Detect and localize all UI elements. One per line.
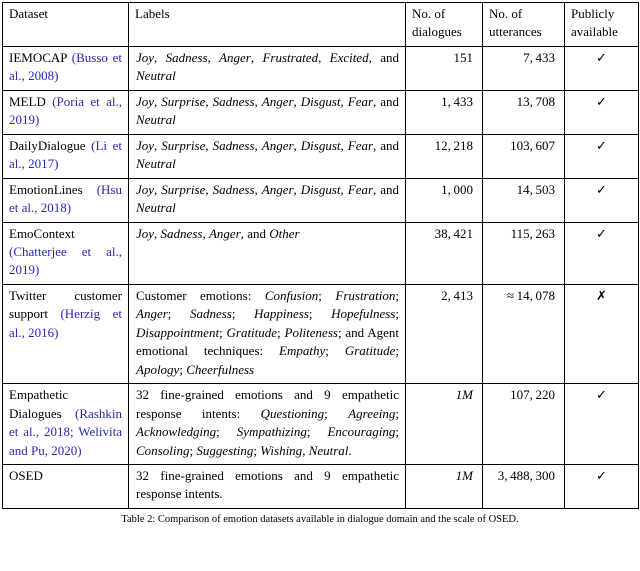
emotion-label: Surprise xyxy=(161,93,206,109)
labels-text: , xyxy=(254,181,262,197)
labels-cell xyxy=(129,464,406,508)
dataset-name: OSED xyxy=(9,467,43,483)
datasets-table xyxy=(2,2,639,509)
availability-cell xyxy=(565,46,639,90)
col-header-labels xyxy=(129,3,406,47)
table-row xyxy=(3,384,639,465)
labels-text: , xyxy=(254,93,262,109)
emotion-label: Sadness xyxy=(212,181,255,197)
emotion-label: Fear xyxy=(347,181,374,197)
emotion-label: Disappointment xyxy=(136,324,220,340)
emotion-label: Disgust xyxy=(300,93,341,109)
labels-text: , xyxy=(205,181,213,197)
labels-text: , xyxy=(340,137,348,153)
citation-link[interactable]: (Busso et al., 2008) xyxy=(9,49,122,84)
labels-text: , xyxy=(293,93,301,109)
emotion-label: Joy xyxy=(136,93,155,109)
dataset-cell xyxy=(3,222,129,284)
labels-text: ; xyxy=(395,343,399,359)
cross-icon: ✗ xyxy=(596,287,607,303)
table-row xyxy=(3,46,639,90)
availability-cell xyxy=(565,178,639,222)
availability-cell xyxy=(565,384,639,465)
emotion-label: Wishing xyxy=(260,442,303,458)
utterances-count: 14, 503 xyxy=(483,178,565,222)
utterances-count: 3, 488, 300 xyxy=(483,464,565,508)
check-icon: ✓ xyxy=(596,181,607,197)
dialogues-count: 38, 421 xyxy=(406,222,483,284)
labels-cell xyxy=(129,46,406,90)
emotion-label: Anger xyxy=(136,306,168,322)
emotion-label: Acknowledging xyxy=(136,424,217,440)
labels-text: ; xyxy=(395,424,399,440)
availability-cell xyxy=(565,284,639,383)
dialogues-count: 1M xyxy=(406,464,483,508)
dataset-cell xyxy=(3,134,129,178)
labels-text: , and xyxy=(368,49,399,65)
dialogues-count: 12, 218 xyxy=(406,134,483,178)
labels-text: , xyxy=(202,225,209,241)
dataset-name: DailyDialogue xyxy=(9,137,86,153)
emotion-label: Gratitude xyxy=(344,343,396,359)
emotion-label: Encouraging xyxy=(327,424,396,440)
citation-link[interactable]: (Herzig et al., 2016) xyxy=(9,306,122,340)
labels-text: , xyxy=(340,93,348,109)
labels-text: , and xyxy=(373,93,400,109)
dataset-cell xyxy=(3,464,129,508)
labels-text: Customer emotions: xyxy=(136,287,265,303)
emotion-label: Excited xyxy=(329,49,369,65)
dialogues-count: 1, 000 xyxy=(406,178,483,222)
table-row xyxy=(3,464,639,508)
emotion-label: Other xyxy=(269,225,300,241)
labels-text: 32 fine-grained emotions and 9 empathetic response intents. xyxy=(136,467,399,502)
emotion-label: Joy xyxy=(136,225,155,241)
dialogues-count: 1M xyxy=(406,384,483,465)
table-row xyxy=(3,284,639,383)
col-header-publicly-available: Publicly available xyxy=(565,3,639,47)
emotion-label: Politeness xyxy=(284,324,338,340)
utterances-count: 7, 433 xyxy=(483,46,565,90)
availability-cell xyxy=(565,222,639,284)
labels-text: ; xyxy=(324,405,349,421)
header-row xyxy=(3,3,639,47)
emotion-label: Suggesting xyxy=(196,442,254,458)
labels-text: ; xyxy=(189,442,197,458)
check-icon: ✓ xyxy=(596,49,607,65)
emotion-label: Confusion xyxy=(264,287,319,303)
labels-text: ; xyxy=(325,343,345,359)
emotion-label: Empathy xyxy=(279,343,326,359)
dataset-cell xyxy=(3,384,129,465)
emotion-label: Fear xyxy=(347,137,374,153)
citation-link[interactable]: (Rashkin et al., 2018; Welivita and Pu, 2020) xyxy=(9,405,122,458)
dataset-cell xyxy=(3,46,129,90)
emotion-label: Joy xyxy=(136,49,155,65)
labels-text: ; xyxy=(216,424,237,440)
utterances-count: 115, 263 xyxy=(483,222,565,284)
labels-text: , xyxy=(154,225,161,241)
emotion-label: Questioning xyxy=(260,405,325,421)
labels-text: ; xyxy=(395,306,399,322)
labels-text: ; xyxy=(253,442,261,458)
labels-cell xyxy=(129,284,406,383)
labels-text: , xyxy=(154,93,162,109)
emotion-label: Sadness xyxy=(212,93,255,109)
emotion-label: Fear xyxy=(347,93,374,109)
labels-text: ; xyxy=(318,287,336,303)
dataset-name: MELD xyxy=(9,93,46,109)
emotion-label: Anger xyxy=(261,181,294,197)
emotion-label: Frustrated xyxy=(262,49,319,65)
labels-text: , xyxy=(154,49,166,65)
col-header-dataset-label: Dataset xyxy=(9,6,48,21)
labels-text: . xyxy=(348,442,352,458)
labels-text: ; xyxy=(231,306,255,322)
dataset-name: EmoContext xyxy=(9,225,75,241)
dialogues-count: 2, 413 xyxy=(406,284,483,383)
emotion-label: Surprise xyxy=(161,181,206,197)
dataset-name: IEMOCAP xyxy=(9,49,68,65)
labels-cell xyxy=(129,222,406,284)
emotion-label: Anger xyxy=(208,225,241,241)
citation-link[interactable]: (Chatterjee et al., 2019) xyxy=(9,243,122,278)
emotion-label: Anger xyxy=(261,93,294,109)
emotion-label: Neutral xyxy=(136,68,176,84)
labels-text: ; xyxy=(395,287,399,303)
labels-text: , xyxy=(302,442,309,458)
labels-text: , xyxy=(154,181,162,197)
dialogues-count: 1, 433 xyxy=(406,90,483,134)
utterances-count: 107, 220 xyxy=(483,384,565,465)
labels-text: ; xyxy=(308,306,332,322)
labels-text: , xyxy=(293,181,301,197)
labels-text: , and xyxy=(240,225,270,241)
table-row xyxy=(3,222,639,284)
emotion-label: Sadness xyxy=(189,306,232,322)
labels-text: , xyxy=(340,181,348,197)
labels-cell xyxy=(129,384,406,465)
table-row xyxy=(3,178,639,222)
dialogues-count: 151 xyxy=(406,46,483,90)
utterances-count: 13, 708 xyxy=(483,90,565,134)
availability-cell xyxy=(565,134,639,178)
emotion-label: Neutral xyxy=(136,200,176,216)
check-icon: ✓ xyxy=(596,467,607,483)
labels-text: ; xyxy=(167,306,190,322)
labels-text: ; xyxy=(179,361,187,377)
emotion-label: Sadness xyxy=(160,225,203,241)
emotion-label: Disgust xyxy=(300,137,341,153)
availability-cell xyxy=(565,464,639,508)
dataset-cell xyxy=(3,284,129,383)
emotion-label: Surprise xyxy=(161,137,206,153)
emotion-label: Neutral xyxy=(308,442,349,458)
col-header-dialogues: No. of dialogues xyxy=(406,3,483,47)
table-caption: Table 2: Comparison of emotion datasets available in dialogue domain and the scale of OSED. xyxy=(121,513,519,525)
emotion-label: Sadness xyxy=(212,137,255,153)
col-header-dataset xyxy=(3,3,129,47)
emotion-label: Hopefulness xyxy=(331,306,396,322)
dataset-name: Empathetic Dialogues xyxy=(9,387,69,421)
emotion-label: Gratitude xyxy=(226,324,278,340)
emotion-label: Joy xyxy=(136,137,155,153)
table-row xyxy=(3,134,639,178)
check-icon: ✓ xyxy=(596,225,607,241)
labels-text: ; and Agent emotional techniques: xyxy=(136,324,399,359)
labels-text: , xyxy=(254,137,262,153)
labels-text: ; xyxy=(395,405,399,421)
emotion-label: Agreeing xyxy=(348,405,396,421)
labels-text: , xyxy=(205,137,213,153)
check-icon: ✓ xyxy=(596,93,607,109)
emotion-label: Apology xyxy=(136,361,180,377)
labels-text: , and xyxy=(373,137,400,153)
emotion-label: Anger xyxy=(219,49,251,65)
emotion-label: Neutral xyxy=(136,112,176,128)
emotion-label: Happiness xyxy=(254,306,309,322)
labels-text: , xyxy=(250,49,263,65)
check-icon: ✓ xyxy=(596,387,607,403)
emotion-label: Sympathizing xyxy=(236,424,307,440)
utterances-count: 103, 607 xyxy=(483,134,565,178)
emotion-label: Cheerfulness xyxy=(186,361,255,377)
dataset-name: EmotionLines xyxy=(9,181,83,197)
labels-text: , xyxy=(207,49,220,65)
table-row xyxy=(3,90,639,134)
citation-link[interactable]: (Hsu et al., 2018) xyxy=(9,181,122,216)
col-header-utterances: No. of utterances xyxy=(483,3,565,47)
emotion-label: Anger xyxy=(261,137,294,153)
labels-text: ; xyxy=(277,324,285,340)
emotion-label: Joy xyxy=(136,181,155,197)
labels-text: 32 fine-grained emotions and 9 empathetic response intents: xyxy=(136,387,399,421)
labels-text: ; xyxy=(306,424,328,440)
labels-text: , and xyxy=(373,181,400,197)
labels-text: , xyxy=(293,137,301,153)
labels-text: ; xyxy=(219,324,227,340)
emotion-label: Consoling xyxy=(136,442,190,458)
citation-link[interactable]: (Poria et al., 2019) xyxy=(9,93,122,128)
labels-cell xyxy=(129,178,406,222)
col-header-labels-label: Labels xyxy=(135,6,170,21)
citation-link[interactable]: (Li et al., 2017) xyxy=(9,137,122,172)
dataset-cell xyxy=(3,178,129,222)
labels-cell xyxy=(129,90,406,134)
labels-text: , xyxy=(318,49,330,65)
dataset-cell xyxy=(3,90,129,134)
labels-cell xyxy=(129,134,406,178)
emotion-label: Sadness xyxy=(165,49,208,65)
labels-text: , xyxy=(154,137,162,153)
emotion-label: Neutral xyxy=(136,156,176,172)
emotion-label: Disgust xyxy=(300,181,341,197)
utterances-count: ≈ 14, 078 xyxy=(483,284,565,383)
availability-cell xyxy=(565,90,639,134)
emotion-label: Frustration xyxy=(335,287,396,303)
labels-text: , xyxy=(205,93,213,109)
check-icon: ✓ xyxy=(596,137,607,153)
dataset-name: Twitter customer support xyxy=(9,287,122,322)
